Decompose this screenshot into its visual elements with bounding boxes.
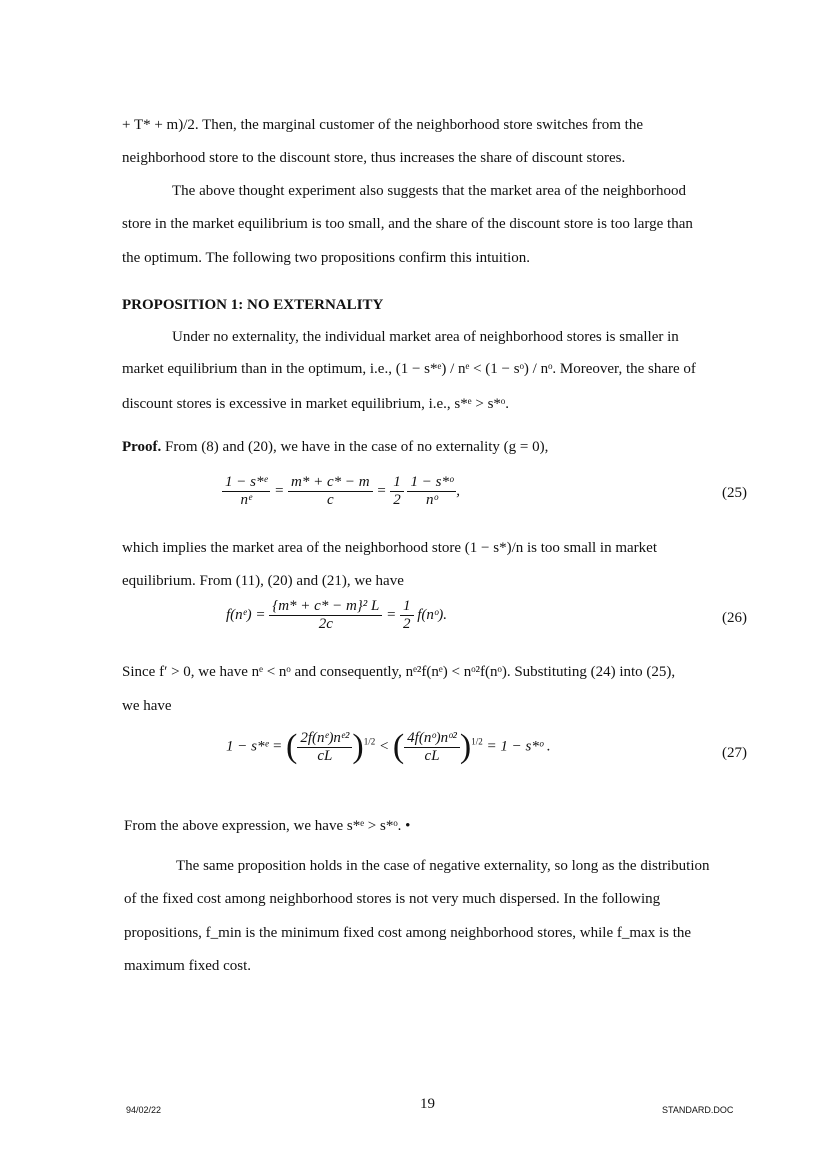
paragraph-line: of the fixed cost among neighborhood stores is not very much dispersed. In the following xyxy=(124,891,661,907)
paragraph-line: The above thought experiment also suggests that the market area of the neighborhood xyxy=(172,183,687,199)
equation-number: (27) xyxy=(722,745,747,761)
eq27-right-denominator: cL xyxy=(424,747,440,764)
equation-27: 1 − s*ᵉ = ( $\frac{\text{2f(nᵉ)nᵉ²}}{cL}$ )$^{1/2}$ < ( $\frac{\text{4f(nᵒ)nᵒ²}}{cL}$ )$^{1/2}$ = 1 − s*ᵒ . xyxy=(226,728,551,765)
paragraph-line: equilibrium. From (11), (20) and (21), we have xyxy=(122,573,404,589)
eq27-lhs: 1 − s*ᵉ = xyxy=(226,738,283,755)
proof-label: Proof. xyxy=(122,439,162,455)
eq27-left-exponent: 1/2 xyxy=(363,736,376,747)
paragraph-line: + T* + m)/2. Then, the marginal customer of the neighborhood store switches from the xyxy=(122,117,643,133)
eq26-rhs-numerator: 1 xyxy=(400,598,414,616)
eq27-left-numerator: 2f(nᵉ)nᵉ² xyxy=(297,730,352,748)
paragraph-line: which implies the market area of the neighborhood store (1 − s*)/n is too small in market xyxy=(122,540,657,556)
paragraph-line: the optimum. The following two propositions confirm this intuition. xyxy=(122,250,531,266)
paragraph-line: maximum fixed cost. xyxy=(124,958,252,974)
equation-number: (25) xyxy=(722,485,747,501)
paragraph-line: Under no externality, the individual market area of neighborhood stores is smaller in xyxy=(172,329,679,345)
paragraph-line: discount stores is excessive in market equilibrium, i.e., s*ᵉ > s*ᵒ. xyxy=(122,396,509,412)
eq26-lhs: f(nᵉ) = xyxy=(226,606,266,623)
eq25-rhs-denominator-1: 2 xyxy=(393,492,401,508)
eq27-left-denominator: cL xyxy=(317,747,333,764)
eq25-mid-numerator: m* + c* − m xyxy=(288,474,373,492)
footer-filename: STANDARD.DOC xyxy=(662,1105,734,1115)
equation-number: (26) xyxy=(722,610,747,626)
eq25-lhs-numerator: 1 − s*ᵉ xyxy=(222,474,270,492)
eq25-rhs-numerator-2: 1 − s*ᵒ xyxy=(407,474,456,492)
paragraph-line: market equilibrium than in the optimum, i.e., (1 − s*ᵉ) / nᵉ < (1 − sᵒ) / nᵒ. Moreover, the share of xyxy=(122,361,696,377)
eq26-numerator: {m* + c* − m}² L xyxy=(269,598,382,616)
page-number: 19 xyxy=(420,1096,435,1112)
eq25-rhs-numerator-1: 1 xyxy=(390,474,404,492)
eq25-rhs-denominator-2: nᵒ xyxy=(425,492,438,508)
proof-line xyxy=(122,439,548,456)
paragraph-line: From the above expression, we have s*ᵉ > s*ᵒ. • xyxy=(124,818,411,834)
proof-text: From (8) and (20), we have in the case of no externality (g = 0), xyxy=(161,439,549,455)
equation-26: f(nᵉ) = $\frac{\text{\{m* + c* − m\}² L}}{2c}$ = $\frac{1}{2}$ f(nᵒ). xyxy=(226,598,447,632)
paragraph-line: Since f′ > 0, we have nᵉ < nᵒ and consequently, nᵉ²f(nᵉ) < nᵒ²f(nᵒ). Substituting (24) into (25), xyxy=(122,664,676,680)
eq25-mid-denominator: c xyxy=(326,492,334,508)
paragraph-line: The same proposition holds in the case of negative externality, so long as the distribution xyxy=(176,858,710,874)
eq25-lhs-denominator: nᵉ xyxy=(240,492,252,508)
paragraph-line: propositions, f_min is the minimum fixed cost among neighborhood stores, while f_max is the xyxy=(124,925,692,941)
paragraph-line: neighborhood store to the discount store, thus increases the share of discount stores. xyxy=(122,150,626,166)
paragraph-line: store in the market equilibrium is too small, and the share of the discount store is too large than xyxy=(122,216,693,232)
proposition-heading: PROPOSITION 1: NO EXTERNALITY xyxy=(122,297,384,313)
paragraph-line: we have xyxy=(122,698,172,714)
eq26-rhs-denominator: 2 xyxy=(403,616,411,632)
eq27-right-exponent: 1/2 xyxy=(471,736,483,747)
eq27-tail: = 1 − s*ᵒ . xyxy=(486,738,551,755)
eq27-right-numerator: 4f(nᵒ)nᵒ² xyxy=(404,730,460,748)
footer-date: 94/02/22 xyxy=(126,1105,162,1115)
eq26-rhs-tail: f(nᵒ). xyxy=(417,606,447,623)
eq26-denominator: 2c xyxy=(318,616,333,632)
equation-25: $\frac{\text{1 − s*ᵉ}}{\text{nᵉ}}$ = $\frac{m* + c* - m}{c}$ = $\frac{1}{2}$ $\frac{\text{1 − s*ᵒ}}{\text{nᵒ}}$ , xyxy=(222,474,460,509)
